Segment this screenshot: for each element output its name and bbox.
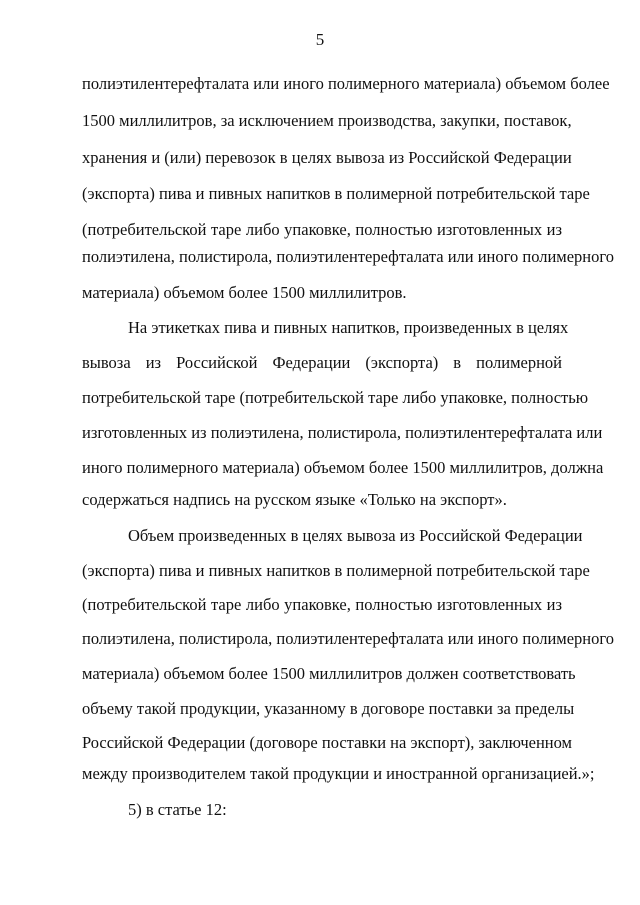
text-line: полиэтилентерефталата или иного полимерного материала) объемом более — [82, 74, 610, 93]
text-line: полиэтилена, полистирола, полиэтилентерефталата или иного полимерного — [82, 247, 614, 266]
text-line: между производителем такой продукции и иностранной организацией.»; — [82, 764, 595, 783]
text-line: содержаться надпись на русском языке «Только на экспорт». — [82, 490, 507, 509]
text-line: иного полимерного материала) объемом более 1500 миллилитров, должна — [82, 458, 604, 477]
text-line: (потребительской таре либо упаковке, полностью изготовленных из — [82, 220, 562, 239]
text-line: Российской Федерации (договоре поставки на экспорт), заключенном — [82, 733, 572, 752]
text-line: На этикетках пива и пивных напитков, произведенных в целях — [128, 318, 569, 337]
text-line: (экспорта) пива и пивных напитков в полимерной потребительской таре — [82, 561, 590, 580]
page-number: 5 — [315, 30, 325, 49]
text-line: объему такой продукции, указанному в договоре поставки за пределы — [82, 699, 575, 718]
text-line: хранения и (или) перевозок в целях вывоза из Российской Федерации — [82, 148, 572, 167]
text-line: (потребительской таре либо упаковке, полностью изготовленных из — [82, 595, 562, 614]
text-line: материала) объемом более 1500 миллилитров. — [82, 283, 407, 302]
text-line: полиэтилена, полистирола, полиэтилентерефталата или иного полимерного — [82, 629, 614, 648]
text-line: 5) в статье 12: — [128, 800, 227, 819]
text-line: вывоза из Российской Федерации (экспорта) в полимерной — [82, 353, 562, 372]
text-line: Объем произведенных в целях вывоза из Российской Федерации — [128, 526, 583, 545]
text-line: материала) объемом более 1500 миллилитров должен соответствовать — [82, 664, 576, 683]
text-line: 1500 миллилитров, за исключением производства, закупки, поставок, — [82, 111, 572, 130]
text-line: потребительской таре (потребительской таре либо упаковке, полностью — [82, 388, 589, 407]
text-line: изготовленных из полиэтилена, полистирола, полиэтилентерефталата или — [82, 423, 603, 442]
text-line: (экспорта) пива и пивных напитков в полимерной потребительской таре — [82, 184, 590, 203]
